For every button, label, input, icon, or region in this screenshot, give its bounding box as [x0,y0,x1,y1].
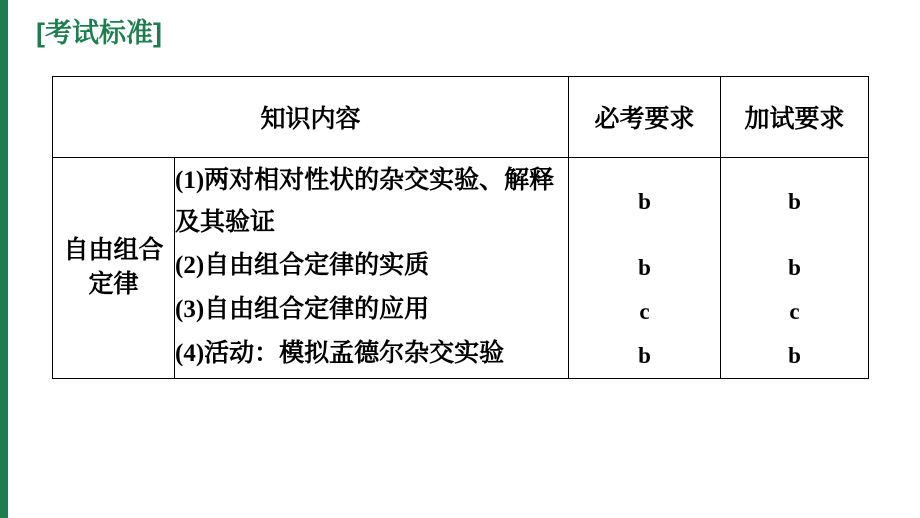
left-accent-bar [0,0,8,518]
additional-value: b [788,189,801,214]
row-topic-name: 自由组合定律 [53,158,175,379]
table-header-row [53,77,869,158]
list-item: (1)两对相对性状的杂交实验、解释及其验证 [175,167,555,236]
exam-standard-table [52,76,869,379]
required-value: b [638,255,651,280]
list-item: (2)自由组合定律的实质 [175,252,430,279]
additional-value: b [788,343,801,368]
header-knowledge-content: 知识内容 [53,77,569,158]
list-item: (3)自由组合定律的应用 [175,296,430,323]
table-row [53,158,869,379]
additional-value: c [789,299,800,324]
required-value: b [638,343,651,368]
additional-value: b [788,255,801,280]
row-knowledge-items [175,158,569,379]
required-value: c [639,299,650,324]
header-required-exam: 必考要求 [569,77,721,158]
header-additional-exam: 加试要求 [721,77,869,158]
row-required-values [569,158,721,379]
required-value: b [638,189,651,214]
list-item: (4)活动：模拟孟德尔杂交实验 [175,340,505,367]
row-additional-values [721,158,869,379]
exam-standard-table-wrapper [52,76,868,379]
page-title: [考试标准] [36,18,162,48]
